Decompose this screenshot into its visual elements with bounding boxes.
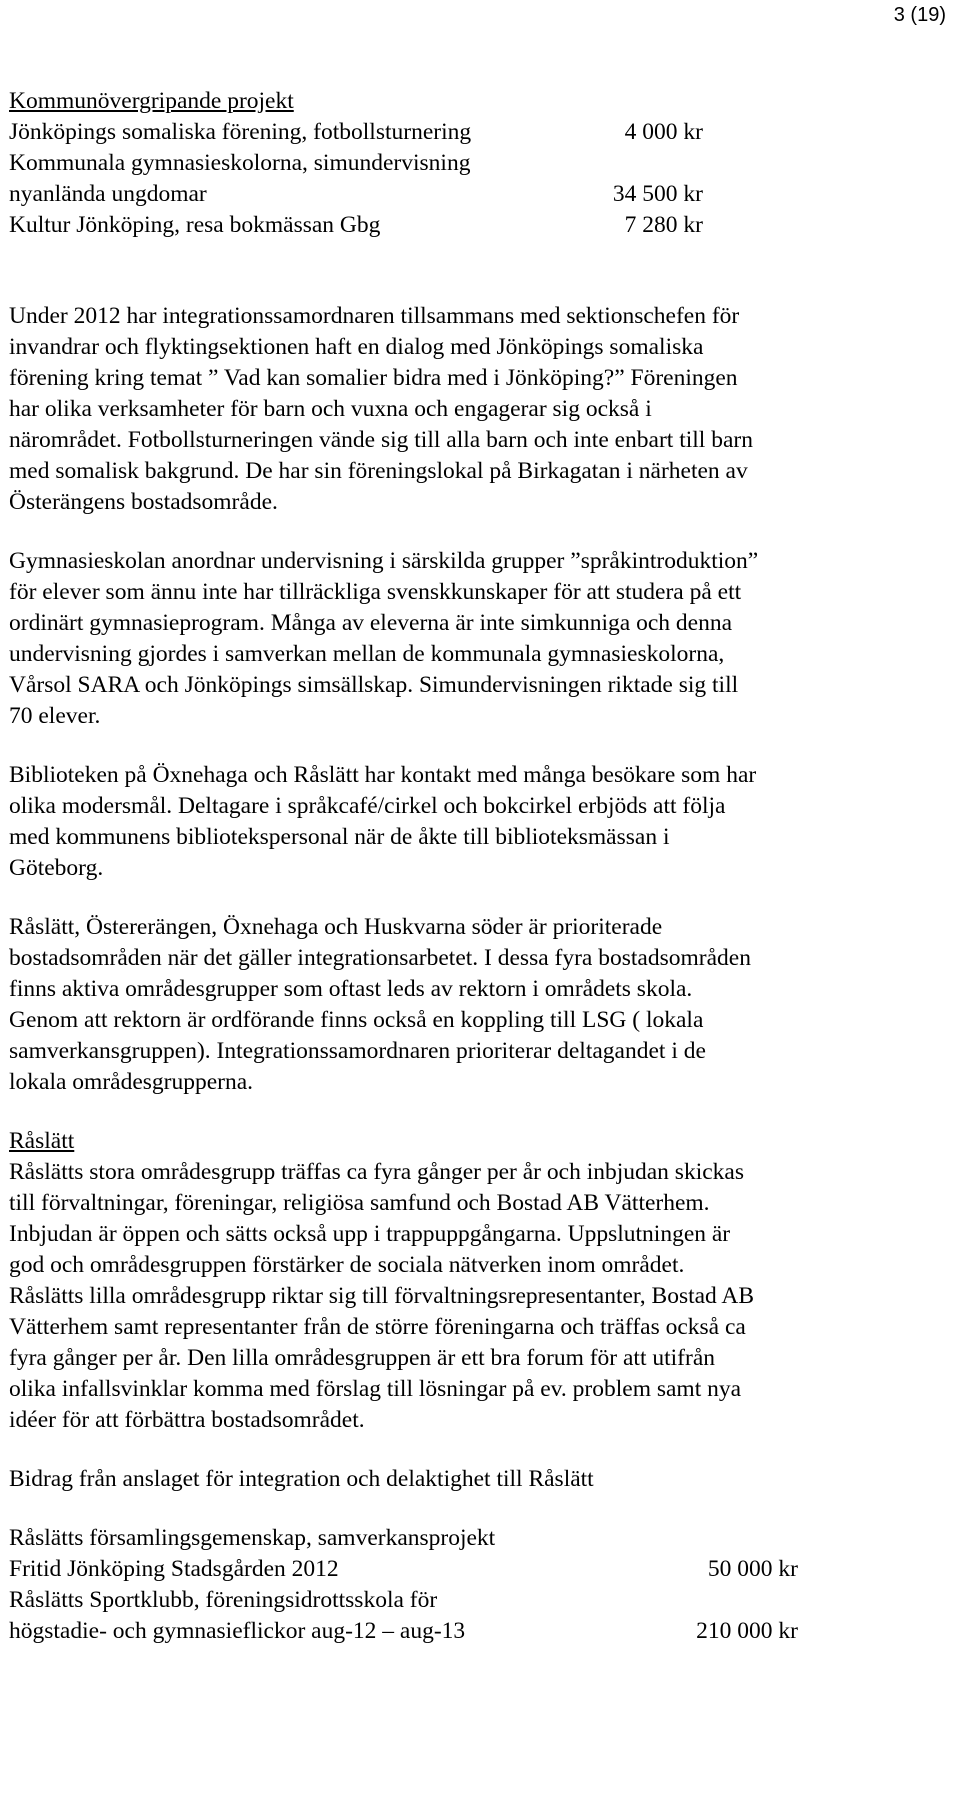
- text-line: till förvaltningar, föreningar, religiösa samfund och Bostad AB Vätterhem.: [9, 1190, 710, 1216]
- table-row: [9, 148, 909, 179]
- row-amount: 34 500 kr: [612, 181, 703, 207]
- document-body: [9, 86, 909, 1647]
- row-amount: 50 000 kr: [707, 1556, 798, 1582]
- table-row: [9, 1585, 909, 1616]
- text-line: har olika verksamheter för barn och vuxna och engagerar sig också i: [9, 396, 652, 422]
- text-line: fyra gånger per år. Den lilla områdesgruppen är ett bra forum för att utifrån: [9, 1345, 716, 1371]
- table-row: [9, 1523, 909, 1554]
- projects-table: [9, 117, 909, 241]
- row-amount: 4 000 kr: [624, 119, 703, 145]
- text-line: idéer för att förbättra bostadsområdet.: [9, 1407, 365, 1433]
- text-line: bostadsområden när det gäller integrationsarbetet. I dessa fyra bostadsområden: [9, 945, 751, 971]
- text-line: samverkansgruppen). Integrationssamordnaren prioriterar deltagandet i de: [9, 1038, 706, 1064]
- text-line: Råslätt, Östererängen, Öxnehaga och Huskvarna söder är prioriterade: [9, 914, 663, 940]
- text-line: Under 2012 har integrationssamordnaren tillsammans med sektionschefen för: [9, 303, 740, 329]
- text-line: Gymnasieskolan anordnar undervisning i särskilda grupper ”språkintroduktion”: [9, 548, 759, 574]
- text-line: invandrar och flyktingsektionen haft en dialog med Jönköpings somaliska: [9, 334, 704, 360]
- grants-heading: Bidrag från anslaget för integration och delaktighet till Råslätt: [9, 1466, 594, 1492]
- row-label: Jönköpings somaliska förening, fotbollsturnering: [9, 119, 472, 145]
- text-line: Vätterhem samt representanter från de större föreningarna och träffas också ca: [9, 1314, 746, 1340]
- text-line: Biblioteken på Öxnehaga och Råslätt har kontakt med många besökare som har: [9, 762, 757, 788]
- text-line: med kommunens bibliotekspersonal när de åkte till biblioteksmässan i: [9, 824, 670, 850]
- row-label: nyanlända ungdomar: [9, 181, 207, 207]
- paragraph-priority-areas: [9, 912, 909, 1098]
- table-row: [9, 179, 909, 210]
- text-line: närområdet. Fotbollsturneringen vände sig till alla barn och inte enbart till barn: [9, 427, 753, 453]
- paragraph-libraries: [9, 760, 909, 884]
- text-line: Österängens bostadsområde.: [9, 489, 278, 515]
- row-label: Kommunala gymnasieskolorna, simundervisning: [9, 150, 471, 176]
- row-label: högstadie- och gymnasieflickor aug-12 – aug-13: [9, 1618, 466, 1644]
- text-line: god och områdesgruppen förstärker de sociala nätverken inom området.: [9, 1252, 685, 1278]
- text-line: Göteborg.: [9, 855, 104, 881]
- text-line: finns aktiva områdesgrupper som oftast leds av rektorn i områdets skola.: [9, 976, 693, 1002]
- row-amount: 210 000 kr: [696, 1618, 798, 1644]
- table-row: [9, 210, 909, 241]
- row-label: Råslätts församlingsgemenskap, samverkansprojekt: [9, 1525, 496, 1551]
- text-line: ordinärt gymnasieprogram. Många av eleverna är inte simkunniga och denna: [9, 610, 733, 636]
- text-line: Genom att rektorn är ordförande finns också en koppling till LSG ( lokala: [9, 1007, 704, 1033]
- text-line: Råslätts lilla områdesgrupp riktar sig till förvaltningsrepresentanter, Bostad AB: [9, 1283, 755, 1309]
- text-line: för elever som ännu inte har tillräckliga svenskkunskaper för att studera på ett: [9, 579, 742, 605]
- grants-table: [9, 1523, 909, 1647]
- paragraph-somali-association: [9, 301, 909, 518]
- text-line: olika modersmål. Deltagare i språkcafé/cirkel och bokcirkel erbjöds att följa: [9, 793, 726, 819]
- row-label: Råslätts Sportklubb, föreningsidrottsskola för: [9, 1587, 438, 1613]
- text-line: med somalisk bakgrund. De har sin föreningslokal på Birkagatan i närheten av: [9, 458, 748, 484]
- page-number: 3 (19): [893, 4, 946, 26]
- text-line: Vårsol SARA och Jönköpings simsällskap. Simundervisningen riktade sig till: [9, 672, 739, 698]
- text-line: 70 elever.: [9, 703, 101, 729]
- text-line: förening kring temat ” Vad kan somalier bidra med i Jönköping?” Föreningen: [9, 365, 738, 391]
- paragraph-upper-secondary: [9, 546, 909, 732]
- text-line: lokala områdesgrupperna.: [9, 1069, 254, 1095]
- table-row: [9, 1554, 909, 1585]
- table-row: [9, 1616, 909, 1647]
- text-line: Råslätts stora områdesgrupp träffas ca fyra gånger per år och inbjudan skickas: [9, 1159, 744, 1185]
- row-label: Fritid Jönköping Stadsgården 2012: [9, 1556, 339, 1582]
- text-line: olika infallsvinklar komma med förslag till lösningar på ev. problem samt nya: [9, 1376, 742, 1402]
- section-heading: Kommunövergripande projekt: [9, 88, 294, 114]
- row-amount: 7 280 kr: [624, 212, 703, 238]
- text-line: undervisning gjordes i samverkan mellan de kommunala gymnasieskolorna,: [9, 641, 725, 667]
- table-row: [9, 117, 909, 148]
- row-label: Kultur Jönköping, resa bokmässan Gbg: [9, 212, 381, 238]
- section-heading: Råslätt: [9, 1128, 75, 1154]
- text-line: Inbjudan är öppen och sätts också upp i trappuppgångarna. Uppslutningen är: [9, 1221, 731, 1247]
- section-raslatt: [9, 1126, 909, 1436]
